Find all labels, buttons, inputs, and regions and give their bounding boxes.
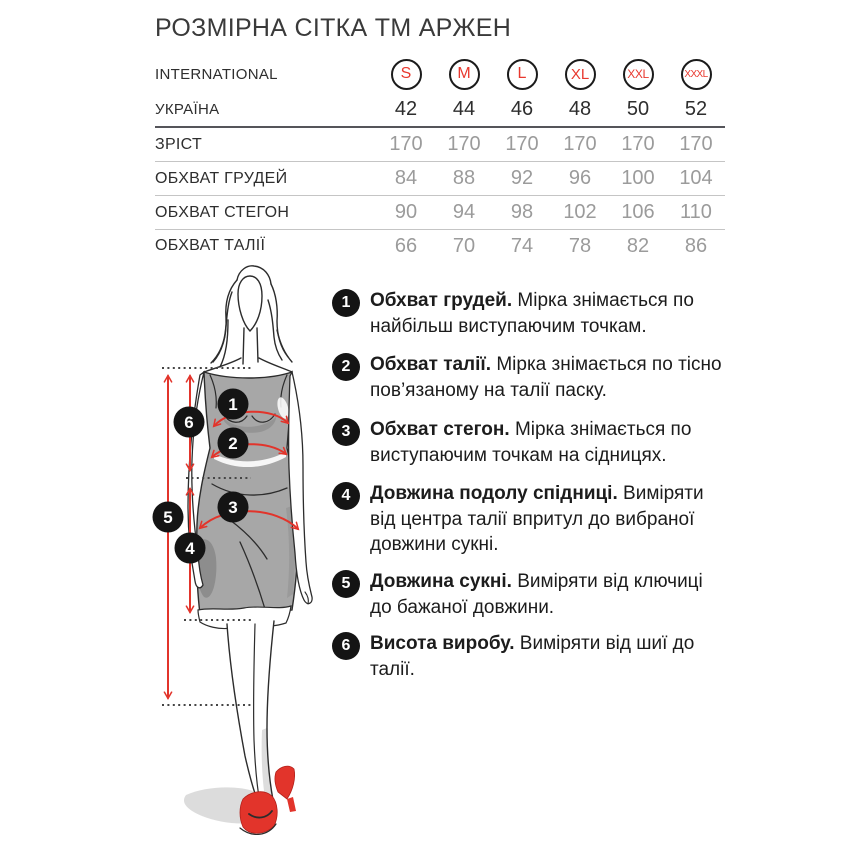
legend-item-product-height <box>332 631 728 682</box>
legend-number-badge: 4 <box>332 482 360 510</box>
legend-term: Обхват талії. <box>370 354 492 375</box>
back-shoe <box>275 766 295 799</box>
waist-value: 78 <box>568 234 592 257</box>
woman-figure-illustration <box>140 258 340 850</box>
legend-desc: Виміряти від центра талії впритул до вибраної довжини сукні. <box>370 483 704 555</box>
legend-term: Обхват грудей. <box>370 290 513 311</box>
legend-item-waist <box>332 352 728 403</box>
size-badge-l: L <box>507 59 538 90</box>
ua-size-value: 52 <box>684 98 708 120</box>
hips-value: 106 <box>621 201 655 223</box>
marker-circle-4 <box>175 533 206 564</box>
height-value: 170 <box>679 133 713 155</box>
height-value: 170 <box>621 133 655 155</box>
waist-value: 86 <box>684 234 708 257</box>
waist-value: 82 <box>626 234 650 257</box>
ua-size-value: 44 <box>452 98 476 120</box>
marker-label-2: 2 <box>228 434 238 453</box>
ua-size-value: 50 <box>626 98 650 120</box>
row-label-ukraine: УКРАЇНА <box>155 101 220 118</box>
marker-circle-2 <box>218 428 249 459</box>
legs <box>227 621 274 811</box>
table-row-bust <box>155 162 725 196</box>
legend-item-dress-length <box>332 569 728 620</box>
marker-label-3: 3 <box>228 498 238 517</box>
legend-number-badge: 6 <box>332 632 360 660</box>
measurement-figure <box>140 258 340 850</box>
table-row-height <box>155 128 725 162</box>
size-badge-s: S <box>391 59 422 90</box>
page-title: РОЗМІРНА СІТКА ТМ АРЖЕН <box>155 14 512 42</box>
marker-label-6: 6 <box>184 413 194 432</box>
marker-label-4: 4 <box>185 539 195 558</box>
marker-circle-6 <box>174 407 205 438</box>
legend-term: Висота виробу. <box>370 633 515 654</box>
hips-value: 90 <box>394 201 418 223</box>
marker-circle-5 <box>153 502 184 533</box>
legend-term: Обхват стегон. <box>370 419 510 440</box>
row-label-international: INTERNATIONAL <box>155 65 278 83</box>
table-row-international <box>155 55 725 93</box>
bust-value: 88 <box>452 167 476 189</box>
row-label-waist: ОБХВАТ ТАЛІЇ <box>155 237 266 254</box>
legend-desc: Виміряти від ключиці до бажаної довжини. <box>370 571 703 618</box>
bust-value: 96 <box>568 167 592 189</box>
height-value: 170 <box>447 133 481 155</box>
ua-size-value: 48 <box>568 98 592 120</box>
legend-term: Довжина подолу спідниці. <box>370 483 618 504</box>
legend-number-badge: 2 <box>332 353 360 381</box>
shoe-heel <box>287 797 296 812</box>
legend-desc: Виміряти від шиї до талії. <box>370 633 695 680</box>
marker-label-1: 1 <box>228 395 238 414</box>
legend-desc: Мірка знімається по виступаючим точкам на сідницях. <box>370 419 692 466</box>
legend-desc: Мірка знімається по найбільш виступаючим точкам. <box>370 290 694 337</box>
legend-number-badge: 1 <box>332 289 360 317</box>
bust-value: 100 <box>621 167 655 189</box>
ua-size-value: 42 <box>394 98 418 120</box>
woman-line-art <box>204 266 292 372</box>
marker-label-5: 5 <box>163 508 173 527</box>
ua-size-value: 46 <box>510 98 534 120</box>
table-row-hips <box>155 196 725 230</box>
height-value: 170 <box>505 133 539 155</box>
legend-item-skirt-length <box>332 481 728 558</box>
size-badge-m: M <box>449 59 480 90</box>
legend-desc: Мірка знімається по тісно пов’язаному на талії паску. <box>370 354 722 401</box>
size-badge-xxxl: XXXL <box>681 59 712 90</box>
legend-item-bust <box>332 288 728 339</box>
bust-value: 104 <box>679 167 713 189</box>
waist-value: 74 <box>510 234 534 257</box>
size-badge-xl: XL <box>565 59 596 90</box>
size-table <box>155 55 725 262</box>
row-label-hips: ОБХВАТ СТЕГОН <box>155 203 290 221</box>
height-value: 170 <box>389 133 423 155</box>
bust-value: 92 <box>510 167 534 189</box>
hips-value: 94 <box>452 201 476 223</box>
marker-circle-1 <box>218 389 249 420</box>
hips-value: 102 <box>563 201 597 223</box>
row-label-bust: ОБХВАТ ГРУДЕЙ <box>155 169 288 187</box>
bust-value: 84 <box>394 167 418 189</box>
marker-circle-3 <box>218 492 249 523</box>
size-badge-xxl: XXL <box>623 59 654 90</box>
height-value: 170 <box>563 133 597 155</box>
hips-value: 98 <box>510 201 534 223</box>
legend-item-hips <box>332 417 728 468</box>
hips-value: 110 <box>680 201 712 223</box>
legend-number-badge: 3 <box>332 418 360 446</box>
row-label-height: ЗРІСТ <box>155 135 203 153</box>
waist-value: 66 <box>394 234 418 257</box>
legend-term: Довжина сукні. <box>370 571 512 592</box>
table-row-ukraine <box>155 93 725 128</box>
waist-value: 70 <box>452 234 476 257</box>
legend-number-badge: 5 <box>332 570 360 598</box>
